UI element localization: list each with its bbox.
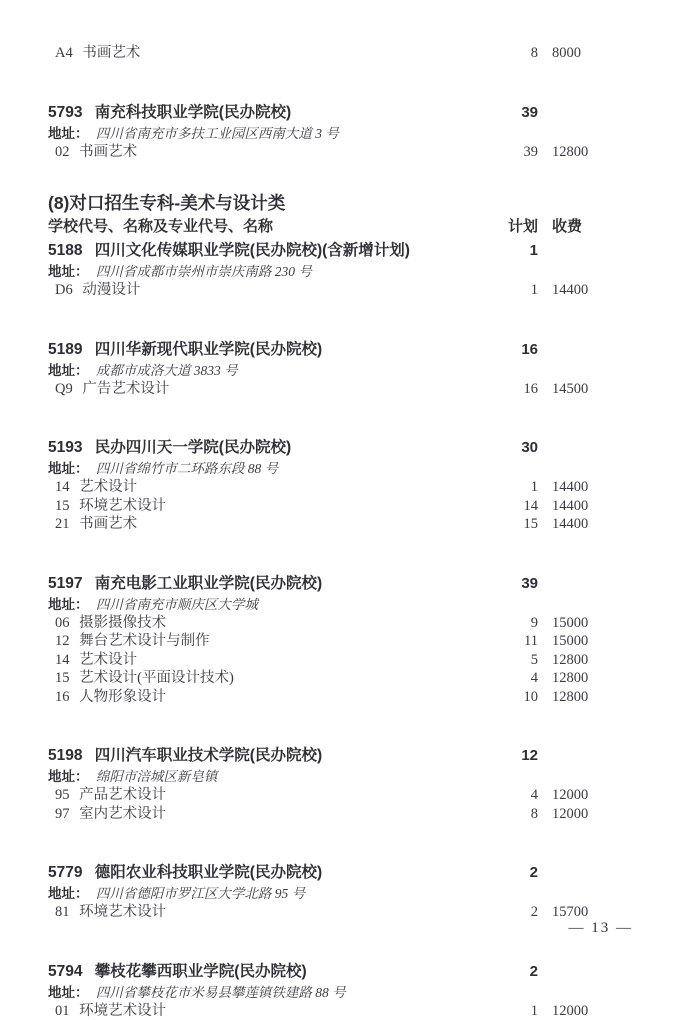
school-name: 四川文化传媒职业学院(民办院校)(含新增计划): [95, 242, 410, 259]
course-row: [48, 1002, 642, 1020]
school-block: [48, 438, 642, 534]
course-fee: 14400: [538, 478, 642, 497]
school-name: 南充电影工业职业学院(民办院校): [95, 575, 322, 592]
school-title: [48, 962, 490, 982]
school-block: [48, 863, 642, 922]
course-plan: 10: [490, 688, 538, 707]
address-row: [48, 263, 642, 280]
course-code: 14: [55, 652, 70, 668]
school-title-row: [48, 103, 642, 123]
school-title: [48, 241, 490, 261]
school-title-row: [48, 746, 642, 766]
course-code: 02: [55, 144, 70, 160]
address-row: [48, 596, 642, 613]
course-name: 艺术设计: [79, 652, 137, 668]
course-plan: 39: [490, 143, 538, 162]
course-code: 81: [55, 904, 70, 920]
course-plan: 1: [490, 1002, 538, 1020]
course-plan: 14: [490, 497, 538, 516]
course-title: [48, 614, 490, 633]
school-name: 民办四川天一学院(民办院校): [95, 439, 291, 456]
school-title-row: [48, 340, 642, 360]
school-title: [48, 103, 490, 123]
school-block: [48, 241, 642, 300]
header-plan-column: 计划: [490, 217, 538, 237]
course-code: 95: [55, 787, 70, 803]
school-title: [48, 340, 490, 360]
course-row: [48, 805, 642, 824]
course-code: 06: [55, 615, 70, 631]
course-row: [48, 786, 642, 805]
address-row: [48, 885, 642, 902]
course-row: [48, 281, 642, 300]
course-fee: 14400: [538, 515, 642, 534]
course-name: 书画艺术: [79, 144, 137, 160]
address-text: 四川省成都市崇州市崇庆南路 230 号: [96, 264, 312, 279]
course-title: [48, 669, 490, 688]
school-title: [48, 438, 490, 458]
course-row: [48, 632, 642, 651]
school-title-row: [48, 438, 642, 458]
school-name: 四川华新现代职业学院(民办院校): [95, 341, 322, 358]
course-name: 艺术设计: [79, 479, 137, 495]
school-plan-total: 12: [490, 746, 538, 766]
address-text: 四川省攀枝花市米易县攀莲镇铁建路 88 号: [96, 985, 346, 1000]
course-fee: 15700: [538, 903, 642, 922]
school-plan-total: 39: [490, 574, 538, 594]
address-row: [48, 984, 642, 1001]
address-text: 绵阳市涪城区新皂镇: [96, 769, 218, 784]
course-plan: 1: [490, 478, 538, 497]
school-plan-total: 2: [490, 962, 538, 982]
course-fee: 12800: [538, 143, 642, 162]
course-plan: 9: [490, 614, 538, 633]
course-plan: 11: [490, 632, 538, 651]
school-code: 5189: [48, 341, 82, 358]
school-name: 德阳农业科技职业学院(民办院校): [95, 864, 322, 881]
course-row: [48, 669, 642, 688]
course-name: 环境艺术设计: [79, 1003, 166, 1019]
school-block: [48, 574, 642, 707]
address-label: 地址：: [48, 597, 89, 612]
course-name: 环境艺术设计: [79, 904, 166, 920]
course-plan: 16: [490, 380, 538, 399]
address-row: [48, 460, 642, 477]
school-code: 5188: [48, 242, 82, 259]
course-fee: 12000: [538, 1002, 642, 1020]
course-code: 01: [55, 1003, 70, 1019]
school-code: 5193: [48, 439, 82, 456]
course-name: 舞台艺术设计与制作: [79, 633, 210, 649]
school-title: [48, 746, 490, 766]
address-row: [48, 768, 642, 785]
course-title: [48, 786, 490, 805]
course-name: 广告艺术设计: [82, 381, 169, 397]
address-text: 成都市成洛大道 3833 号: [96, 363, 238, 378]
address-text: 四川省南充市顺庆区大学城: [96, 597, 258, 612]
course-name: 动漫设计: [82, 282, 140, 298]
course-row: [48, 903, 642, 922]
school-code: 5198: [48, 747, 82, 764]
course-title: [48, 497, 490, 516]
course-fee: 14400: [538, 497, 642, 516]
address-row: [48, 125, 642, 142]
school-name: 四川汽车职业技术学院(民办院校): [95, 747, 322, 764]
course-title: [48, 478, 490, 497]
course-title: [48, 688, 490, 707]
header-name-column: 学校代号、名称及专业代号、名称: [48, 217, 490, 237]
course-code: 12: [55, 633, 70, 649]
school-block: [48, 340, 642, 399]
course-name: 书画艺术: [82, 45, 140, 61]
school-title: [48, 574, 490, 594]
course-title: [48, 903, 490, 922]
course-code: 15: [55, 498, 70, 514]
course-row: [48, 614, 642, 633]
school-plan-total: 2: [490, 863, 538, 883]
course-name: 室内艺术设计: [79, 806, 166, 822]
course-code: Q9: [55, 381, 73, 397]
course-title: [48, 380, 490, 399]
address-label: 地址：: [48, 363, 89, 378]
school-block: [48, 103, 642, 162]
course-fee: 14500: [538, 380, 642, 399]
school-code: 5779: [48, 864, 82, 881]
course-row: [48, 44, 642, 63]
address-row: [48, 362, 642, 379]
course-fee: 15000: [538, 614, 642, 633]
school-name: 南充科技职业学院(民办院校): [95, 104, 291, 121]
school-plan-total: 1: [490, 241, 538, 261]
course-code: 15: [55, 670, 70, 686]
address-text: 四川省南充市多扶工业园区西南大道 3 号: [96, 126, 339, 141]
course-title: [48, 651, 490, 670]
course-plan: 4: [490, 669, 538, 688]
address-label: 地址：: [48, 769, 89, 784]
course-row: [48, 515, 642, 534]
school-plan-total: 16: [490, 340, 538, 360]
course-plan: 4: [490, 786, 538, 805]
course-name: 艺术设计(平面设计技术): [79, 670, 234, 686]
course-row: [48, 380, 642, 399]
page-number: — 13 —: [569, 920, 634, 937]
course-fee: 12800: [538, 688, 642, 707]
course-code: A4: [55, 45, 73, 61]
course-plan: 2: [490, 903, 538, 922]
course-code: D6: [55, 282, 73, 298]
school-title-row: [48, 574, 642, 594]
course-fee: 12800: [538, 669, 642, 688]
course-title: [48, 632, 490, 651]
course-row: [48, 497, 642, 516]
course-title: [48, 805, 490, 824]
course-row: [48, 478, 642, 497]
address-text: 四川省德阳市罗江区大学北路 95 号: [96, 886, 305, 901]
school-title-row: [48, 863, 642, 883]
address-label: 地址：: [48, 886, 89, 901]
course-code: 14: [55, 479, 70, 495]
address-label: 地址：: [48, 126, 89, 141]
header-fee-column: 收费: [538, 217, 642, 237]
course-code: 21: [55, 516, 70, 532]
address-label: 地址：: [48, 264, 89, 279]
school-code: 5794: [48, 963, 82, 980]
course-fee: 15000: [538, 632, 642, 651]
course-title: [48, 1002, 490, 1020]
table-header-row: [48, 217, 642, 237]
school-plan-total: 39: [490, 103, 538, 123]
address-label: 地址：: [48, 461, 89, 476]
school-code: 5793: [48, 104, 82, 121]
course-name: 书画艺术: [79, 516, 137, 532]
school-block: [48, 962, 642, 1020]
course-name: 产品艺术设计: [79, 787, 166, 803]
school-title-row: [48, 241, 642, 261]
school-block: [48, 746, 642, 823]
course-name: 摄影摄像技术: [79, 615, 166, 631]
course-title: [48, 44, 490, 63]
course-title: [48, 143, 490, 162]
school-title: [48, 863, 490, 883]
school-title-row: [48, 962, 642, 982]
course-code: 97: [55, 806, 70, 822]
course-fee: 8000: [538, 44, 642, 63]
course-row: [48, 688, 642, 707]
course-name: 人物形象设计: [79, 689, 166, 705]
course-fee: 12000: [538, 805, 642, 824]
school-plan-total: 30: [490, 438, 538, 458]
address-label: 地址：: [48, 985, 89, 1000]
course-row: [48, 651, 642, 670]
course-plan: 5: [490, 651, 538, 670]
course-name: 环境艺术设计: [79, 498, 166, 514]
course-plan: 1: [490, 281, 538, 300]
section-heading: (8)对口招生专科-美术与设计类: [48, 192, 642, 214]
course-code: 16: [55, 689, 70, 705]
course-fee: 12000: [538, 786, 642, 805]
course-plan: 8: [490, 44, 538, 63]
school-code: 5197: [48, 575, 82, 592]
course-fee: 12800: [538, 651, 642, 670]
course-row: [48, 143, 642, 162]
course-title: [48, 281, 490, 300]
address-text: 四川省绵竹市二环路东段 88 号: [96, 461, 278, 476]
course-title: [48, 515, 490, 534]
course-fee: 14400: [538, 281, 642, 300]
school-name: 攀枝花攀西职业学院(民办院校): [95, 963, 307, 980]
course-plan: 8: [490, 805, 538, 824]
course-plan: 15: [490, 515, 538, 534]
